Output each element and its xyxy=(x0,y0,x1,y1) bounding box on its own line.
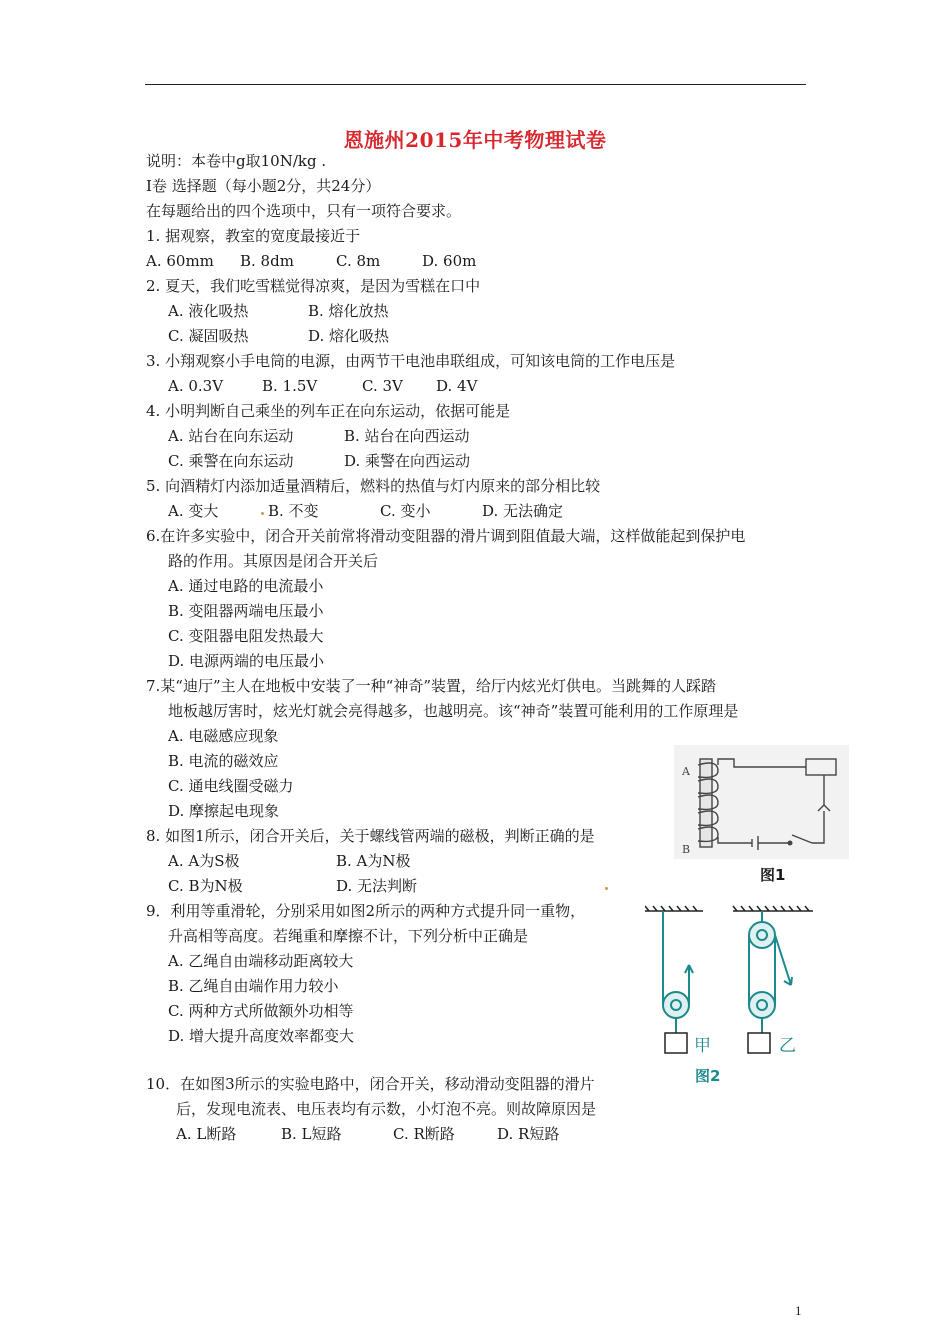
q1-option-a: A. 60mm xyxy=(146,252,214,270)
figure-2-label-jia: 甲 xyxy=(694,1036,711,1056)
q4-option-a: A. 站台在向东运动 xyxy=(168,427,294,445)
q5-option-a: A. 变大 xyxy=(168,502,219,520)
q8-option-a: A. A为S极 xyxy=(168,852,240,870)
q6-option-d: D. 电源两端的电压最小 xyxy=(168,652,325,670)
q8-option-d: D. 无法判断 xyxy=(336,877,418,895)
figure-2-caption: 图2 xyxy=(695,1067,721,1085)
q8-option-b: B. A为N极 xyxy=(336,852,411,870)
q5-option-b: B. 不变 xyxy=(268,502,319,520)
q2-option-b: B. 熔化放热 xyxy=(308,302,389,320)
q1-stem: 1. 据观察，教室的宽度最接近于 xyxy=(146,227,361,245)
q1-option-b: B. 8dm xyxy=(240,252,294,270)
q9-stem-line1: 9．利用等重滑轮，分别采用如图2所示的两种方式提升同一重物， xyxy=(146,902,586,920)
q7-option-a: A. 电磁感应现象 xyxy=(168,727,279,745)
speck-mark xyxy=(261,512,264,515)
q10-option-a: A. L断路 xyxy=(176,1125,237,1143)
q2-option-d: D. 熔化吸热 xyxy=(308,327,390,345)
q9-option-c: C. 两种方式所做额外功相等 xyxy=(168,1002,354,1020)
q3-option-d: D. 4V xyxy=(436,377,478,395)
q4-stem: 4. 小明判断自己乘坐的列车正在向东运动，依据可能是 xyxy=(146,402,511,420)
page-number: 1 xyxy=(795,1303,802,1318)
section-instruction: 在每题给出的四个选项中，只有一项符合要求。 xyxy=(146,202,462,220)
figure-1-solenoid-circuit xyxy=(674,745,849,859)
q10-option-b: B. L短路 xyxy=(281,1125,342,1143)
figure-2-pulleys xyxy=(645,905,815,1090)
speck-mark xyxy=(605,887,608,890)
q9-option-b: B. 乙绳自由端作用力较小 xyxy=(168,977,339,995)
q4-option-b: B. 站台在向西运动 xyxy=(344,427,470,445)
q4-option-c: C. 乘警在向东运动 xyxy=(168,452,294,470)
q6-option-c: C. 变阻器电阻发热最大 xyxy=(168,627,324,645)
q7-option-d: D. 摩擦起电现象 xyxy=(168,802,280,820)
q9-option-a: A. 乙绳自由端移动距离较大 xyxy=(168,952,354,970)
q6-stem-line1: 6.在许多实验中，闭合开关前常将滑动变阻器的滑片调到阻值最大端，这样做能起到保护电 xyxy=(146,527,746,545)
q4-option-d: D. 乘警在向西运动 xyxy=(344,452,471,470)
q2-option-a: A. 液化吸热 xyxy=(168,302,249,320)
q2-stem: 2. 夏天，我们吃雪糕觉得凉爽，是因为雪糕在口中 xyxy=(146,277,481,295)
q8-option-c: C. B为N极 xyxy=(168,877,243,895)
page-title: 恩施州2015年中考物理试卷 xyxy=(343,128,607,152)
q7-stem-line2: 地板越厉害时，炫光灯就会亮得越多，也越明亮。该“神奇”装置可能利用的工作原理是 xyxy=(168,702,739,720)
figure-1-label-a: A xyxy=(682,765,690,778)
q7-stem-line1: 7.某“迪厅”主人在地板中安装了一种“神奇”装置，给厅内炫光灯供电。当跳舞的人踩踏 xyxy=(146,677,716,695)
q7-option-c: C. 通电线圈受磁力 xyxy=(168,777,294,795)
q10-stem-line1: 10．在如图3所示的实验电路中，闭合开关，移动滑动变阻器的滑片 xyxy=(146,1075,595,1093)
q10-option-c: C. R断路 xyxy=(393,1125,455,1143)
q6-option-a: A. 通过电路的电流最小 xyxy=(168,577,324,595)
intro-note: 说明：本卷中g取10N/kg . xyxy=(146,152,327,170)
q6-option-b: B. 变阻器两端电压最小 xyxy=(168,602,324,620)
q8-stem: 8. 如图1所示，闭合开关后，关于螺线管两端的磁极，判断正确的是 xyxy=(146,827,595,845)
figure-2-label-yi: 乙 xyxy=(779,1036,796,1056)
figure-1-label-b: B xyxy=(682,843,691,856)
section-heading: Ⅰ卷 选择题（每小题2分，共24分） xyxy=(146,177,381,195)
q6-stem-line2: 路的作用。其原因是闭合开关后 xyxy=(168,552,379,570)
q1-option-c: C. 8m xyxy=(336,252,381,270)
header-rule xyxy=(145,84,806,85)
q9-stem-line2: 升高相等高度。若绳重和摩擦不计，下列分析中正确是 xyxy=(168,927,529,945)
q5-stem: 5. 向酒精灯内添加适量酒精后，燃料的热值与灯内原来的部分相比较 xyxy=(146,477,601,495)
q2-option-c: C. 凝固吸热 xyxy=(168,327,249,345)
q3-stem: 3. 小翔观察小手电筒的电源，由两节干电池串联组成，可知该电筒的工作电压是 xyxy=(146,352,676,370)
q3-option-a: A. 0.3V xyxy=(168,377,224,395)
figure-1-caption: 图1 xyxy=(760,866,786,884)
q3-option-c: C. 3V xyxy=(362,377,403,395)
q1-option-d: D. 60m xyxy=(422,252,477,270)
q7-option-b: B. 电流的磁效应 xyxy=(168,752,279,770)
q10-stem-line2: 后，发现电流表、电压表均有示数，小灯泡不亮。则故障原因是 xyxy=(176,1100,597,1118)
q5-option-c: C. 变小 xyxy=(380,502,431,520)
q10-option-d: D. R短路 xyxy=(497,1125,560,1143)
q5-option-d: D. 无法确定 xyxy=(482,502,564,520)
q9-option-d: D. 增大提升高度效率都变大 xyxy=(168,1027,355,1045)
q3-option-b: B. 1.5V xyxy=(262,377,318,395)
